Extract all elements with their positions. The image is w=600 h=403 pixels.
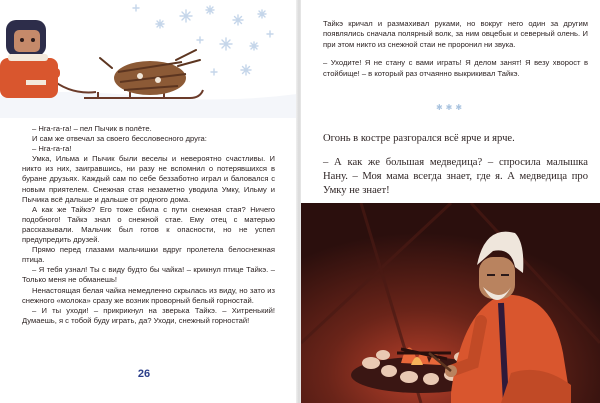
- elder-by-campfire-icon: [301, 203, 600, 403]
- paragraph: – И ты уходи! – прикрикнул на зверька Тайкэ. – Хитренький! Думаешь, я с тобой буду играть, да? Уходи, снежный горностай!: [22, 305, 275, 325]
- paragraph: Тайкэ кричал и размахивал руками, но вокруг него один за другим появлялись сначала полярный волк, за ним овцебык и северный олень. И при этом никто из снежной стаи не проронил ни звука.: [323, 18, 588, 49]
- section-divider: [419, 103, 479, 113]
- left-page: [0, 0, 297, 403]
- paragraph: Ненастоящая белая чайка немедленно скрылась из виду, но зато из снежного «молока» сразу же возник проворный белый горностай.: [22, 285, 275, 305]
- right-page-top-text: [323, 11, 588, 87]
- paragraph: – Я тебя узнал! Ты с виду будто бы чайка! – крикнул птице Тайкэ. – Только меня не обманешь!: [22, 265, 275, 285]
- paragraph: Умка, Ильма и Пычик были веселы и невероятно счастливы. И никто из них, заигравшись, ни разу не вспомнил о потерявшихся в буране друзьях. Каждый сам по себе беззаботно играл и баловался с новым приятелем. Снежная стая незаметно уводила Умку, Ильму и Пычика всё дальше и дальше от родного дома.: [22, 154, 275, 204]
- paragraph: И сам же отвечал за своего бессловесного друга:: [32, 134, 207, 144]
- page-number: 26: [137, 368, 151, 380]
- brushwood-bundle: [100, 50, 200, 95]
- paragraph: – Нга-га-га! – пел Пычик в полёте.: [32, 124, 152, 133]
- snowflake-icon: ✱: [435, 103, 443, 112]
- paragraph: Прямо перед глазами мальчишки вдруг пролетела белоснежная птица.: [22, 245, 275, 265]
- snowflake-icon: ✱: [445, 103, 453, 112]
- snowflake-icon: ✱: [455, 103, 463, 112]
- right-page: [301, 0, 600, 403]
- paragraph: – Нга-га-га!: [32, 144, 72, 154]
- paragraph: А как же Тайкэ? Его тоже сбила с пути снежная стая? Ничего подобного! Тайкэ знал о снежной стае. Ему отец с матерью рассказывали. Мальчик был готов к опасности, но не успел предупредить друзей.: [22, 204, 275, 245]
- paragraph: – А как же большая медведица? – спросила малышка Нану. – Моя мама всегда знает, где я. А медведица про Умку не знает!: [323, 156, 588, 196]
- paragraph: Огонь в костре разгорался всё ярче и ярче.: [323, 132, 515, 144]
- paragraph: – Уходите! Я не стану с вами играть! Я делом занят! Я везу хворост в стойбище! – в который раз отчаянно выкрикивал Тайкэ.: [323, 57, 588, 78]
- boy-with-sled-icon: [0, 0, 297, 118]
- left-page-text: [22, 124, 275, 326]
- boy-figure: [0, 20, 60, 98]
